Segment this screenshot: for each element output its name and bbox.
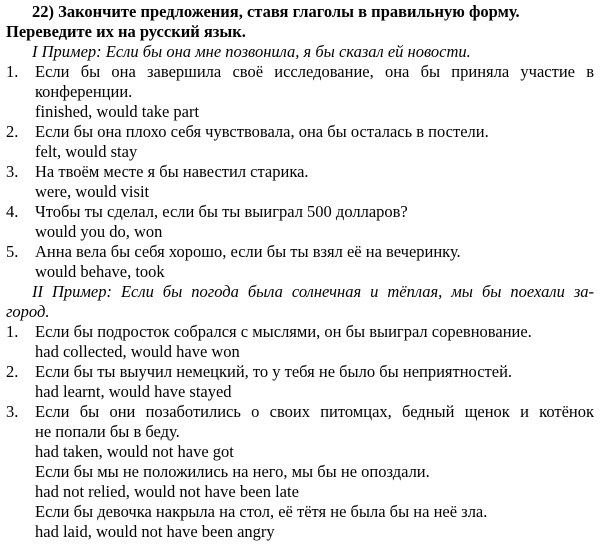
extra-sentence: Если бы мы не положились на него, мы бы не опоздали. [35,462,430,481]
item-number: 3. [6,162,19,181]
exercise-title: 22) Закончите предложения, ставя глаголы в правильную форму. [32,2,520,21]
item-sentence-cont: конференции. [35,82,133,101]
example-1: I Пример: Если бы она мне позвонила, я бы сказал ей новости. [32,42,471,61]
item-number: 2. [6,362,19,381]
list-item [6,242,594,262]
item-number: 4. [6,202,19,221]
item-sentence: Если бы ты выучил немецкий, то у тебя не было бы неприятностей. [35,362,513,381]
item-number: 2. [6,122,19,141]
exercise-instruction: Переведите их на русский язык. [6,22,246,41]
list-item [6,322,594,342]
item-answer: had collected, would have won [35,342,240,361]
item-answer: would you do, won [35,222,163,241]
item-answer: had taken, would not have got [35,442,234,461]
item-number: 1. [6,322,19,341]
item-answer: had laid, would not have been angry [35,522,275,541]
item-answer: had learnt, would have stayed [35,382,232,401]
list-item [6,162,594,182]
item-sentence: На твоём месте я бы навестил старика. [35,162,309,181]
list-item [6,362,594,382]
list-item [6,202,594,222]
list-item [6,122,594,142]
item-number: 1. [6,62,19,81]
extra-sentence: Если бы девочка накрыла на стол, её тётя не была бы на неё зла. [35,502,488,521]
item-sentence: Если бы она плохо себя чувствовала, она бы осталась в постели. [35,122,489,141]
example-2: II Пример: Если бы погода была солнечная и тёплая, мы бы поехали за- [32,282,594,301]
item-number: 3. [6,402,19,421]
item-sentence-cont: не попали бы в беду. [35,422,180,441]
item-sentence: Анна вела бы себя хорошо, если бы ты взял её на вечеринку. [35,242,461,261]
item-answer: would behave, took [35,262,165,281]
item-sentence: Если бы они позаботились о своих питомцах, бедный щенок и котёнок [35,402,594,421]
example-2-cont: город. [6,302,50,321]
item-sentence: Чтобы ты сделал, если бы ты выиграл 500 долларов? [35,202,408,221]
list-item [6,62,594,102]
list-item [6,402,594,442]
item-answer: were, would visit [35,182,150,201]
item-sentence: Если бы она завершила своё исследование, она бы приняла участие в [35,62,594,81]
item-sentence: Если бы подросток собрался с мыслями, он бы выиграл соревнование. [35,322,532,341]
item-answer: finished, would take part [35,102,200,121]
item-answer: felt, would stay [35,142,138,161]
item-number: 5. [6,242,19,261]
item-answer: had not relied, would not have been late [35,482,299,501]
